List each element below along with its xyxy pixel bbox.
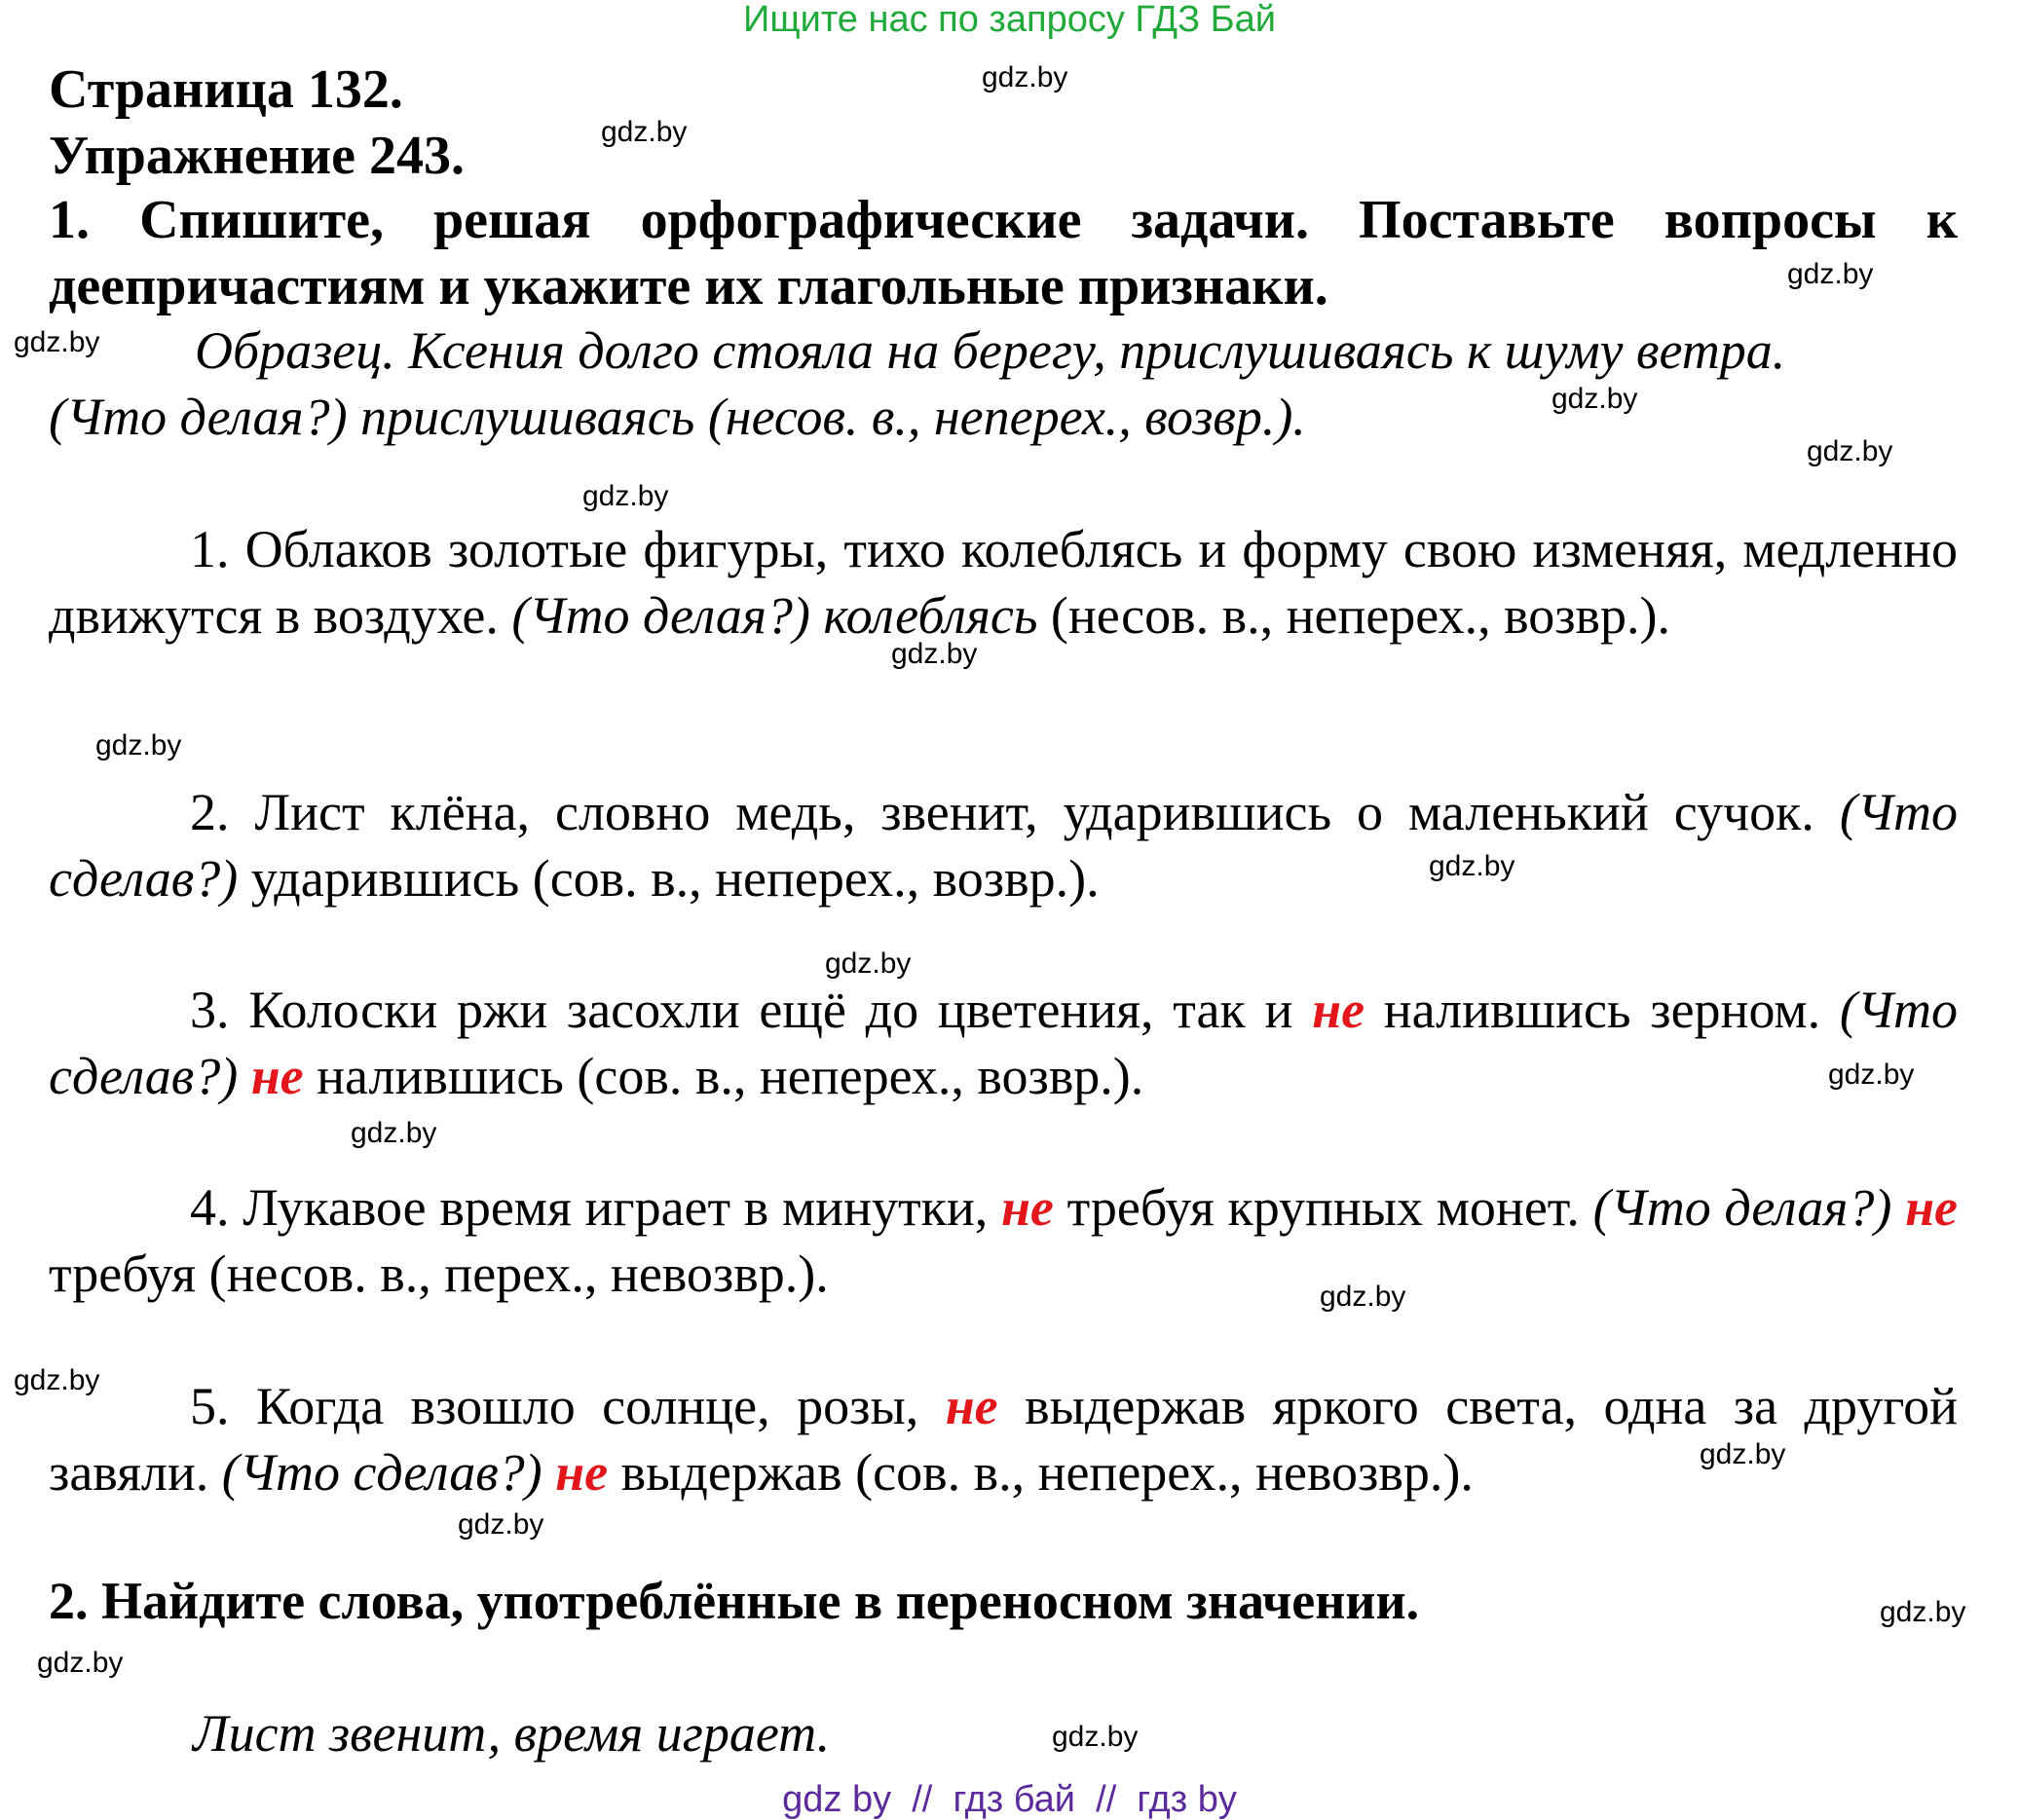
item-4-question: (Что делая?) xyxy=(1592,1178,1892,1237)
watermark: gdz.by xyxy=(14,326,100,358)
item-4-word: требуя xyxy=(49,1244,197,1303)
item-4-features: (несов. в., перех., невозвр.). xyxy=(208,1244,829,1303)
item-1-features: (несов. в., неперех., возвр.). xyxy=(1050,586,1671,645)
watermark: gdz.by xyxy=(582,480,669,512)
watermark: gdz.by xyxy=(1052,1721,1139,1753)
item-5 xyxy=(49,1373,1958,1505)
item-4-neg: не xyxy=(1905,1178,1959,1237)
item-2-features: (сов. в., неперех., возвр.). xyxy=(532,849,1100,908)
task-2-instruction: 2. Найдите слова, употреблённые в переносном значении. xyxy=(49,1572,1420,1630)
sample-line-1: Образец. Ксения долго стояла на берегу, прислушиваясь к шуму ветра. xyxy=(195,321,1786,380)
watermark: gdz.by xyxy=(458,1508,544,1541)
watermark: gdz.by xyxy=(1320,1281,1406,1313)
item-3 xyxy=(49,977,1958,1109)
item-4-sentence-after: требуя крупных монет. xyxy=(1066,1178,1580,1237)
item-3-sentence-before: 3. Колоски ржи засохли ещё до цветения, так и xyxy=(190,981,1293,1039)
item-3-sentence-after: налившись зерном. xyxy=(1383,981,1821,1039)
watermark: gdz.by xyxy=(1828,1059,1915,1091)
item-5-sentence-after: выдержав яркого света, одна за другой завяли. xyxy=(49,1377,1958,1502)
item-5-neg: не xyxy=(555,1443,609,1502)
bottom-banner: gdz by // гдз бай // гдз by xyxy=(782,1779,1237,1820)
watermark: gdz.by xyxy=(95,729,182,761)
watermark: gdz.by xyxy=(825,947,912,980)
item-2 xyxy=(49,779,1958,911)
watermark: gdz.by xyxy=(1807,435,1893,467)
item-4-sentence-before: 4. Лукавое время играет в минутки, xyxy=(190,1178,989,1237)
watermark: gdz.by xyxy=(891,638,978,670)
exercise-title: Упражнение 243. xyxy=(49,126,466,186)
sample-block xyxy=(49,317,1958,450)
item-1 xyxy=(49,516,1958,649)
watermark: gdz.by xyxy=(1552,383,1638,415)
item-2-sentence: 2. Лист клёна, словно медь, звенит, ударившись о маленький сучок. xyxy=(190,783,1814,841)
item-1-word: колеблясь xyxy=(823,586,1038,645)
item-1-sentence: 1. Облаков золотые фигуры, тихо колеблясь и форму свою изменяя, медленно движутся в воздухе. xyxy=(49,520,1958,645)
item-5-sentence-neg: не xyxy=(945,1377,998,1435)
top-banner: Ищите нас по запросу ГДЗ Бай xyxy=(743,0,1276,40)
item-5-question: (Что сделав?) xyxy=(221,1443,542,1502)
item-4 xyxy=(49,1174,1958,1307)
watermark: gdz.by xyxy=(1429,850,1515,882)
watermark: gdz.by xyxy=(1700,1438,1786,1470)
watermark: gdz.by xyxy=(14,1364,100,1396)
page-title: Страница 132. xyxy=(49,59,403,120)
item-3-neg: не xyxy=(250,1047,304,1105)
sample-line-2: (Что делая?) прислушиваясь (несов. в., неперех., возвр.). xyxy=(49,388,1306,446)
task-1-instruction: 1. Спишите, решая орфографические задачи. Поставьте вопросы к деепричастиям и укажите их глагольные признаки. xyxy=(49,190,1958,316)
item-3-features: (сов. в., неперех., возвр.). xyxy=(577,1047,1144,1105)
item-5-word: выдержав xyxy=(620,1443,842,1502)
watermark: gdz.by xyxy=(982,61,1068,93)
item-5-features: (сов. в., неперех., невозвр.). xyxy=(855,1443,1474,1502)
item-3-question: (Что сделав?) xyxy=(49,981,1959,1105)
watermark: gdz.by xyxy=(351,1117,437,1149)
item-1-question: (Что делая?) xyxy=(511,586,810,645)
item-5-sentence-before: 5. Когда взошло солнце, розы, xyxy=(190,1377,919,1435)
watermark: gdz.by xyxy=(1787,258,1874,290)
item-3-word: налившись xyxy=(317,1047,564,1105)
watermark: gdz.by xyxy=(601,116,688,148)
task-2-answer: Лист звенит, время играет. xyxy=(193,1704,831,1763)
item-3-sentence-neg: не xyxy=(1312,981,1365,1039)
watermark: gdz.by xyxy=(1880,1596,1966,1628)
item-2-word: ударившись xyxy=(250,849,520,908)
item-2-question: (Что сделав?) xyxy=(49,783,1958,908)
item-4-sentence-neg: не xyxy=(1000,1178,1054,1237)
watermark: gdz.by xyxy=(37,1647,124,1679)
